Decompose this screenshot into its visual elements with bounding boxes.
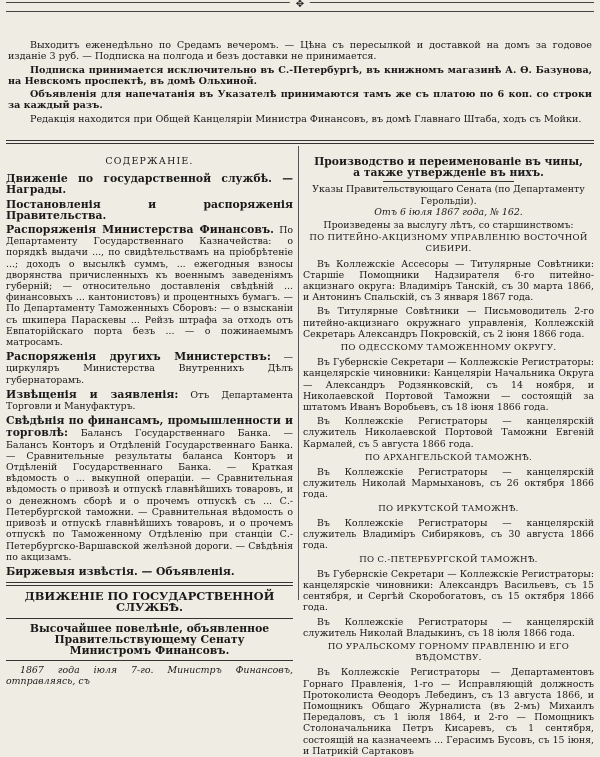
subsection-heading: ПО ОДЕССКОМУ ТАМОЖЕННОМУ ОКРУГУ. xyxy=(340,343,557,354)
toc-entry: Движеніе по государственной службѣ. — Награды. xyxy=(6,172,293,197)
toc-entry-body: Балансъ Государственнаго Банка. — Балансъ Конторъ и Отдѣленій Государственнаго Банка. — Сравнительные результаты баланса Конторъ и Отдѣленій Государственнаго Банка. — Краткая вѣдомость о ... выкупной операціи. — Сравнительная вѣдомость о привозѣ и отпускѣ главнѣйшихъ товаровъ, и о денежномъ сборѣ и о прочемъ отпускѣ съ ... С.-Петербургской таможни. — Сравнительная вѣдомость о привозѣ и отпускѣ главнѣйшихъ товаровъ, и о прочемъ отпускѣ по Таможенному Отдѣленію при станціи С.-Петербургско-Варшавской желѣзной дороги. — Свѣдѣнія по акцизамъ. xyxy=(6,428,293,563)
entry: Въ Коллежскіе Регистраторы — канцелярскій служитель Николай Мармыхановъ, съ 26 октября 1866 года. xyxy=(303,467,594,501)
subsection-heading: ПО ПИТЕЙНО-АКЦИЗНОМУ УПРАВЛЕНІЮ ВОСТОЧНОЙ СИБИРИ. xyxy=(309,233,588,255)
title-rule xyxy=(383,181,514,182)
toc-entry-body: — циркуляръ Министерства Внутреннихъ Дѣлъ губернаторамъ. xyxy=(6,352,293,386)
section-title: ДВИЖЕНІЕ ПО ГОСУДАРСТВЕННОЙ СЛУЖБѢ. xyxy=(24,589,275,615)
decree-number: Отъ 6 іюля 1867 года, № 162. xyxy=(374,206,523,218)
right-column xyxy=(303,148,594,757)
subsection-heading: ПО ИРКУТСКОЙ ТАМОЖНѢ. xyxy=(378,503,519,514)
subscription-info xyxy=(8,40,592,127)
intro-paragraph: Редакція находится при Общей Канцеляріи Министра Финансовъ, въ домѣ Главнаго Штаба, ходъ съ Мойки. xyxy=(30,113,582,125)
intro-paragraph: Выходитъ еженедѣльно по Средамъ вечеромъ. — Цѣна съ пересылкой и доставкой на домъ за годовое изданіе 3 руб. — Подписка на полгода и безъ доставки не принимается. xyxy=(8,40,592,63)
entry: Въ Коллежскіе Регистраторы — канцелярскій служитель Николаевской Портовой Таможни Евгеній Кармалей, съ 5 августа 1866 года. xyxy=(303,416,594,450)
left-column xyxy=(6,148,294,688)
entry: Въ Губернскіе Секретари — Коллежскіе Регистраторы: канцелярскіе чиновники: Канцеляріи Начальника Округа — Александръ Родзянковскій, съ 14 ноября, и Николаевской Портовой Таможни — состоящій за штатомъ Иванъ Воробьевъ, съ 18 іюня 1866 года. xyxy=(303,357,594,414)
toc-entry: Постановленія и распоряженія Правительства. xyxy=(6,197,293,222)
intro-paragraph: Подписка принимается исключительно въ С.-Петербургѣ, въ книжномъ магазинѣ А. Ѳ. Базунова, на Невскомъ проспектѣ, въ домѣ Ольхиной. xyxy=(8,64,592,87)
article-start: 1867 года іюля 7-го. Министръ Финансовъ, отправляясь, съ xyxy=(6,665,293,688)
entry: Въ Коллежскіе Ассесоры — Титулярные Совѣтники: Старшіе Помощники Надзирателя 6-го питейно-акцизнаго округа: Владиміръ Танскій, съ 30 марта 1866, и Антонинъ Спальскій, съ 3 января 1867 года. xyxy=(303,258,594,304)
subsection-heading: ПО УРАЛЬСКОМУ ГОРНОМУ ПРАВЛЕНІЮ И ЕГО ВѢДОМСТВУ. xyxy=(327,641,570,664)
subsection-heading: ПО С.-ПЕТЕРБУРГСКОЙ ТАМОЖНѢ. xyxy=(359,554,538,565)
toc-entry: Биржевыя извѣстія. — Объявленія. xyxy=(6,564,235,578)
section-divider xyxy=(6,582,293,586)
subsection-heading: ПО АРХАНГЕЛЬСКОЙ ТАМОЖНѢ. xyxy=(364,452,533,463)
entry: Въ Губернскіе Секретари — Коллежскіе Регистраторы: канцелярскіе чиновники: Александръ Васильевъ, съ 15 сентября, и Сергѣй Скоробогатовъ, съ 15 октября 1866 года. xyxy=(303,568,594,614)
toc-entry-head: Распоряженія другихъ Министерствъ: xyxy=(6,350,271,364)
entry: Въ Коллежскіе Регистраторы — канцелярскій служитель Владиміръ Сибиряковъ, съ 30 августа 1866 года. xyxy=(303,517,594,552)
header-divider xyxy=(6,140,594,144)
section-divider xyxy=(6,660,293,661)
toc-entry-head: Свѣдѣнія по финансамъ, промышленности и торговлѣ: xyxy=(6,414,293,440)
entry: Въ Коллежскіе Регистраторы — Департаментовъ Горнаго Правленія, 1-го — Исправляющій должность Протоколиста Ѳеодоръ Лебединъ, съ 13 августа 1866, и Помощникъ Общаго Журналиста (въ 2-мъ) Михаилъ Передаловъ, съ 1 іюля 1864, и 2-го — Помощникъ Столоначальника Петръ Кисаревъ, съ 1 сентября, состоящій на казначеемъ ... Герасимъ Бусовъ, съ 15 іюня, и Патрикій Сартаковъ xyxy=(303,667,594,757)
decree-subtitle: Высочайшее повелѣніе, объявленное Правительствующему Сенату Министромъ Финансовъ. xyxy=(29,621,270,657)
top-ornament-rule xyxy=(6,2,594,12)
intro-paragraph: Объявленія для напечатанія въ Указателѣ принимаются тамъ же съ платою по 6 коп. со строки за каждый разъ. xyxy=(8,89,592,112)
entry: Въ Титулярные Совѣтники — Письмоводитель 2-го питейно-акцизнаго окружнаго управленія, Коллежскій Секретарь Александръ Покровскій, съ 2 іюня 1866 года. xyxy=(303,306,594,340)
section-divider xyxy=(6,618,293,619)
column-divider xyxy=(298,146,299,600)
contents-title: СОДЕРЖАНІЕ. xyxy=(105,156,194,167)
toc-entry-body: Отъ Департамента Торговли и Мануфактуръ. xyxy=(6,389,294,413)
toc-entry-body: По Департаменту Государственнаго Казначейства: о порядкѣ выдачи ..., по свидѣтельствамъ на пріобрѣтеніе ...; доходъ о высылкѣ суммъ, ... ежегодныя взносы дворянства причисленныхъ къ военнымъ заведеніямъ губерній; — относительно доставленія свѣдѣній ... финансовыхъ ... кантонистовъ) и процентныхъ бумагъ. — По Департаменту Таможенныхъ Сборовъ: — о взысканіи съ шкипера Параскевы ... Рейзъ штрафа за отходъ отъ Евпаторійскаго порта безъ ... — о пожинаемымъ матросамъ. xyxy=(6,225,294,349)
toc-entry-head: Распоряженія Министерства Финансовъ. xyxy=(6,223,274,237)
decree-line: Указы Правительствующаго Сената (по Департаменту Герольдіи). xyxy=(312,184,585,207)
article-title: Производство и переименованіе въ чины, а также утвержденіе въ нихъ. xyxy=(314,155,583,180)
produced-line: Произведены за выслугу лѣтъ, со старшинствомъ: xyxy=(323,220,574,232)
toc-entry-head: Извѣщенія и заявленія: xyxy=(6,387,179,401)
ornament-icon: ✥ xyxy=(290,0,310,10)
entry: Въ Коллежскіе Регистраторы — канцелярскій служитель Николай Владыкинъ, съ 18 іюля 1866 года. xyxy=(303,616,594,639)
